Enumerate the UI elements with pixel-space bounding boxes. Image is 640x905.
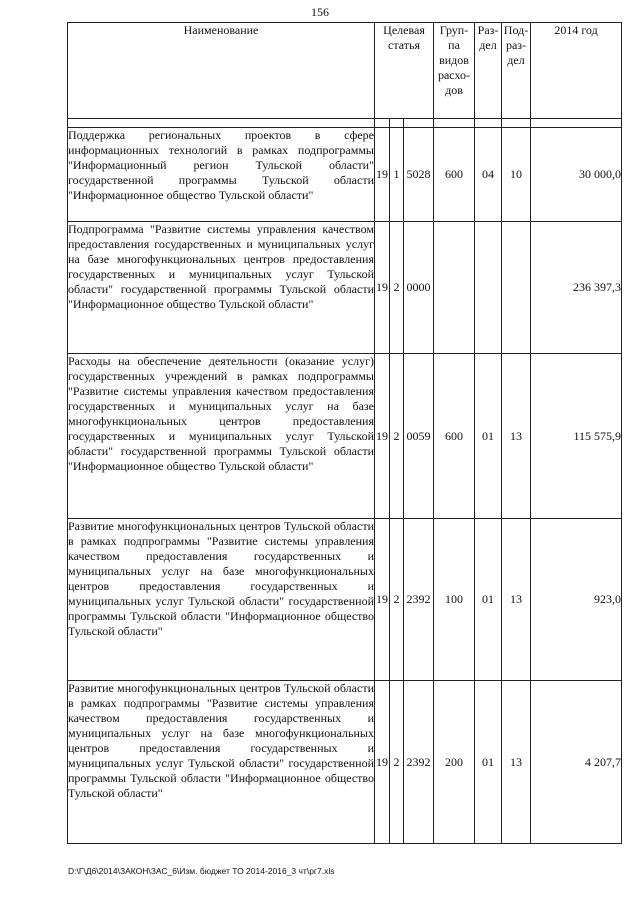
amount-cell: 115 575,9 (531, 354, 622, 519)
header-section: Раз-дел (475, 23, 502, 119)
amount-cell: 4 207,7 (531, 681, 622, 844)
expense-group-cell: 100 (434, 519, 475, 681)
table-row (68, 681, 622, 844)
subsection-cell: 13 (502, 354, 531, 519)
section-cell: 01 (475, 681, 502, 844)
table-row (68, 354, 622, 519)
page-number: 156 (311, 5, 329, 19)
header-subsection: Под-раз-дел (502, 23, 531, 119)
table-row (68, 128, 622, 222)
target-code-direction: 0059 (404, 354, 434, 519)
expense-group-cell: 200 (434, 681, 475, 844)
target-code-direction: 2392 (404, 519, 434, 681)
header-spacer-row (68, 119, 622, 128)
target-code-program: 19 (375, 354, 390, 519)
amount-cell: 236 397,3 (531, 222, 622, 354)
section-cell (475, 222, 502, 354)
row-name-cell: Развитие многофункциональных центров Тульской области в рамках подпрограммы "Развитие системы управления качеством предоставления государственных и муниципальных услуг на базе многофункциональных центров предоставления государственных и муниципальных услуг Тульской области" государственной программы Тульской области "Информационное общество Тульской области" (68, 681, 375, 844)
section-cell: 04 (475, 128, 502, 222)
table-body (68, 128, 622, 844)
row-name-cell: Расходы на обеспечение деятельности (оказание услуг) государственных учреждений в рамках подпрограммы "Развитие системы управления качеством предоставления государственных и муниципальных услуг на базе многофункциональных центров предоставления государственных и муниципальных услуг Тульской области" государственной программы Тульской области "Информационное общество Тульской области" (68, 354, 375, 519)
expense-group-cell: 600 (434, 354, 475, 519)
target-code-subprogram: 1 (390, 128, 404, 222)
target-code-subprogram: 2 (390, 681, 404, 844)
budget-table (67, 22, 622, 844)
target-code-subprogram: 2 (390, 222, 404, 354)
subsection-cell: 13 (502, 519, 531, 681)
row-name-cell: Подпрограмма "Развитие системы управления качеством предоставления государственных и муниципальных услуг на базе многофункциональных центров предоставления государственных и муниципальных услуг Тульской области" государственной программы Тульской области "Информационное общество Тульской области" (68, 222, 375, 354)
target-code-program: 19 (375, 681, 390, 844)
amount-cell: 923,0 (531, 519, 622, 681)
header-expense-group: Груп-па видов расхо-дов (434, 23, 475, 119)
footer-file-path: D:\Г\Д6\2014\ЗАКОН\ЗАС_6\Изм. бюджет ТО 2014-2016_3 чт\рг7.xls (68, 866, 335, 876)
header-year: 2014 год (531, 23, 622, 119)
target-code-program: 19 (375, 128, 390, 222)
header-name: Наименование (68, 23, 375, 119)
target-code-direction: 5028 (404, 128, 434, 222)
table-row (68, 222, 622, 354)
subsection-cell: 10 (502, 128, 531, 222)
expense-group-cell (434, 222, 475, 354)
subsection-cell: 13 (502, 681, 531, 844)
subsection-cell (502, 222, 531, 354)
target-code-program: 19 (375, 519, 390, 681)
row-name-cell: Развитие многофункциональных центров Тульской области в рамках подпрограммы "Развитие системы управления качеством предоставления государственных и муниципальных услуг на базе многофункциональных центров предоставления государственных и муниципальных услуг Тульской области" государственной программы Тульской области "Информационное общество Тульской области" (68, 519, 375, 681)
target-code-program: 19 (375, 222, 390, 354)
table-row (68, 519, 622, 681)
amount-cell: 30 000,0 (531, 128, 622, 222)
header-target-article: Целевая статья (375, 23, 434, 119)
table-header-row (68, 23, 622, 119)
expense-group-cell: 600 (434, 128, 475, 222)
section-cell: 01 (475, 354, 502, 519)
target-code-direction: 2392 (404, 681, 434, 844)
target-code-direction: 0000 (404, 222, 434, 354)
row-name-cell: Поддержка региональных проектов в сфере информационных технологий в рамках подпрограммы "Информационный регион Тульской области" государственной программы Тульской области "Информационное общество Тульской области" (68, 128, 375, 222)
target-code-subprogram: 2 (390, 519, 404, 681)
section-cell: 01 (475, 519, 502, 681)
target-code-subprogram: 2 (390, 354, 404, 519)
